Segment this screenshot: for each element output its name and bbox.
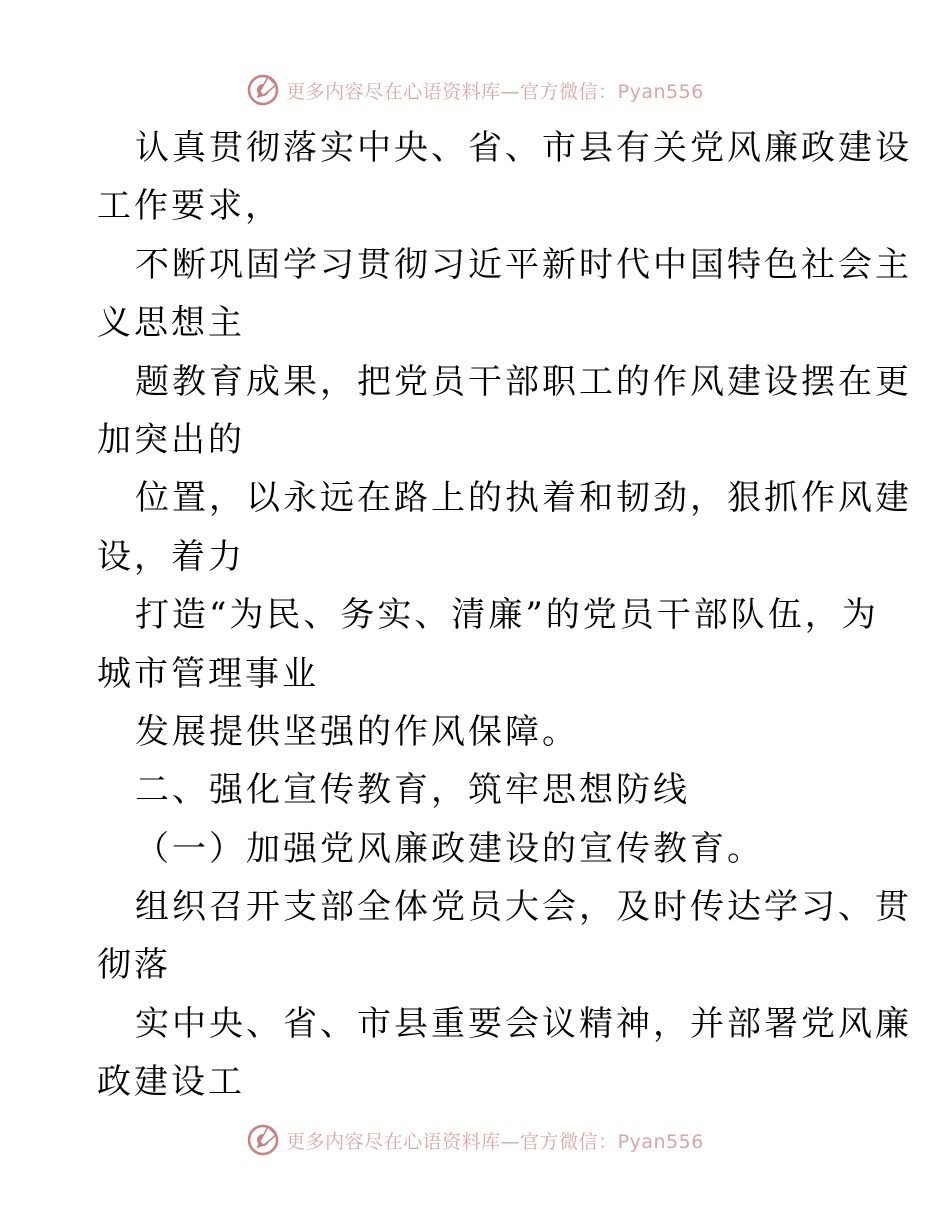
text-line: 义思想主 — [97, 303, 245, 344]
text-line: 政建设工 — [97, 1062, 245, 1103]
header-watermark — [0, 70, 950, 110]
section-heading: 二、强化宣传教育，筑牢思想防线 — [135, 770, 690, 811]
text-line: 发展提供坚强的作风保障。 — [135, 711, 579, 752]
text-line: 组织召开支部全体党员大会，及时传达学习、贯 — [135, 887, 912, 928]
text-line: 认真贯彻落实中央、省、市县有关党风廉政建设 — [135, 128, 912, 168]
text-line: 工作要求， — [97, 186, 282, 227]
text-line: 加突出的 — [97, 419, 245, 460]
footer-watermark — [0, 1120, 950, 1160]
watermark-logo-icon — [246, 1123, 280, 1157]
text-line: 位置，以永远在路上的执着和韧劲，狠抓作风建 — [135, 478, 912, 519]
document-body — [97, 119, 912, 1112]
text-line: 题教育成果，把党员干部职工的作风建设摆在更 — [135, 361, 912, 402]
subsection-heading: （一）加强党风廉政建设的宣传教育。 — [135, 828, 764, 869]
watermark-text: 更多内容尽在心语资料库—官方微信：Pyan556 — [286, 80, 704, 103]
watermark-text: 更多内容尽在心语资料库—官方微信：Pyan556 — [286, 1130, 704, 1153]
text-line: 城市管理事业 — [97, 653, 319, 694]
watermark-logo-icon — [246, 73, 280, 107]
text-line: 设，着力 — [97, 536, 245, 577]
text-line: 实中央、省、市县重要会议精神，并部署党风廉 — [135, 1003, 912, 1044]
text-line: 打造“为民、务实、清廉”的党员干部队伍，为 — [135, 595, 879, 636]
text-line: 彻落 — [97, 945, 171, 986]
text-line: 不断巩固学习贯彻习近平新时代中国特色社会主 — [135, 244, 912, 285]
